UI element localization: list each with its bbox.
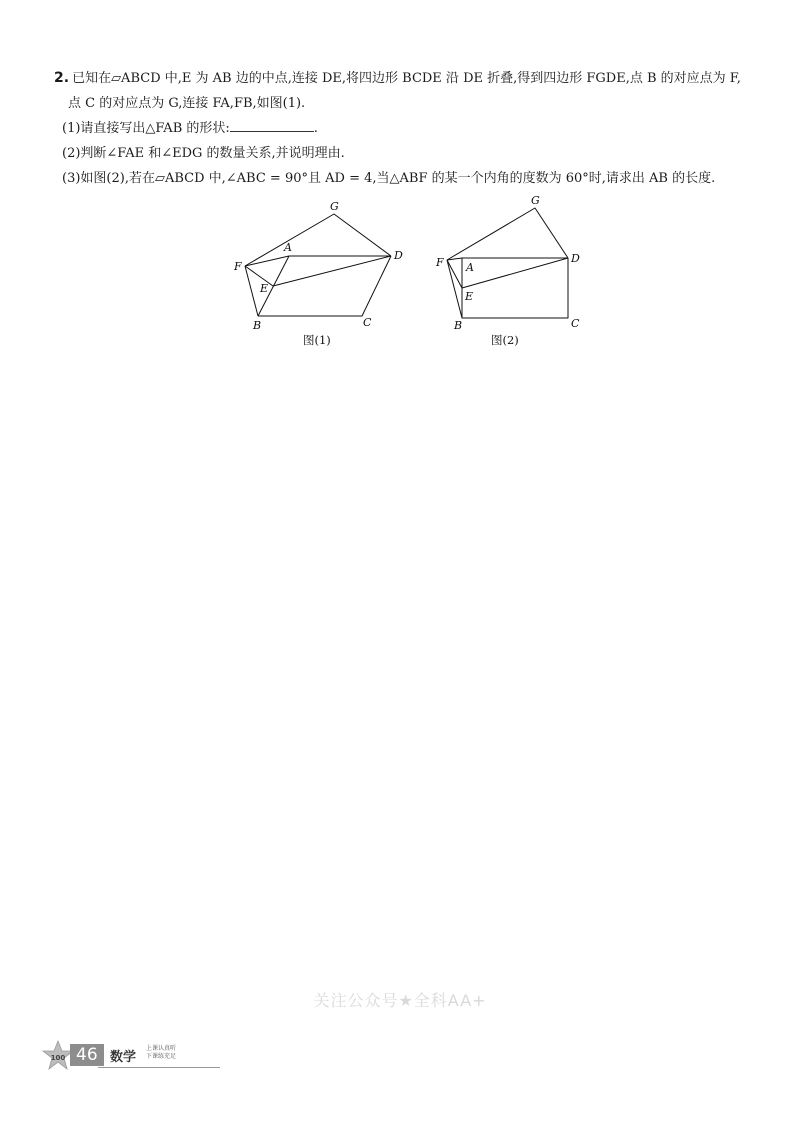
figure-1-caption: 图(1) xyxy=(303,333,331,347)
figure-1-diagram xyxy=(245,214,391,316)
question-3-text: (3)如图(2),若在▱ABCD 中,∠ABC = 90°且 AD = 4,当△ABF 的某一个内角的度数为 60°时,请求出 AB 的长度. xyxy=(62,171,716,186)
figure-2-caption: 图(2) xyxy=(491,333,519,347)
question-2-text: (2)判断∠FAE 和∠EDG 的数量关系,并说明理由. xyxy=(62,146,345,161)
problem-statement-2: 点 C 的对应点为 G,连接 FA,FB,如图(1). xyxy=(68,96,306,111)
figure-1-fg-gd xyxy=(245,214,391,266)
problem-line-1 xyxy=(54,66,754,91)
subject-label: 数学 xyxy=(110,1050,137,1065)
problem-2 xyxy=(54,66,754,191)
figure-1-label-f: F xyxy=(234,260,242,273)
page-footer xyxy=(40,1040,200,1072)
figure-2-label-a: A xyxy=(466,261,474,274)
question-1 xyxy=(54,116,754,141)
question-2 xyxy=(54,141,754,166)
figure-2-label-b: B xyxy=(454,319,463,332)
figure-2-label-d: D xyxy=(571,252,580,265)
slogan-line-2: 下课练充足 xyxy=(146,1053,177,1060)
question-1-period: . xyxy=(313,121,318,136)
answer-blank xyxy=(230,116,314,132)
figure-2-label-f: F xyxy=(436,256,444,269)
problem-number: 2. xyxy=(54,70,70,86)
figure-1-label-c: C xyxy=(363,316,372,329)
slogan-line-1: 上课认真听 xyxy=(146,1045,177,1052)
figure-2-fb xyxy=(447,260,462,318)
question-3 xyxy=(54,166,754,191)
badge-text: 100 xyxy=(50,1054,66,1062)
figure-2-label-g: G xyxy=(531,196,540,207)
figure-1-label-g: G xyxy=(330,200,339,213)
footer-rule xyxy=(98,1067,220,1068)
figure-1-label-d: D xyxy=(394,249,403,262)
figure-2-fa-ad xyxy=(447,258,568,260)
slogan xyxy=(146,1045,176,1061)
figure-1-label-a: A xyxy=(284,241,292,254)
figure-1-fa-ad xyxy=(245,256,391,266)
figures-svg xyxy=(225,196,585,354)
figure-1-label-b: B xyxy=(253,319,262,332)
figure-2-ab-bc-cd xyxy=(462,258,568,318)
figure-2-label-c: C xyxy=(571,317,580,330)
figure-1-labels xyxy=(233,200,403,347)
figure-2-fg-gd xyxy=(447,208,568,260)
figure-1-bc-cd xyxy=(258,256,391,316)
problem-line-2 xyxy=(54,91,754,116)
figure-1-label-e: E xyxy=(260,282,269,295)
figure-2-labels xyxy=(435,196,580,347)
problem-statement-1: 已知在▱ABCD 中,E 为 AB 边的中点,连接 DE,将四边形 BCDE 沿 DE 折叠,得到四边形 FGDE,点 B 的对应点为 F, xyxy=(72,71,741,86)
question-1-text: (1)请直接写出△FAB 的形状: xyxy=(62,121,230,136)
figures xyxy=(225,196,585,354)
figure-2-label-e: E xyxy=(465,290,474,303)
page-number: 46 xyxy=(70,1044,104,1066)
watermark: 关注公众号★全科AA+ xyxy=(313,991,487,1010)
